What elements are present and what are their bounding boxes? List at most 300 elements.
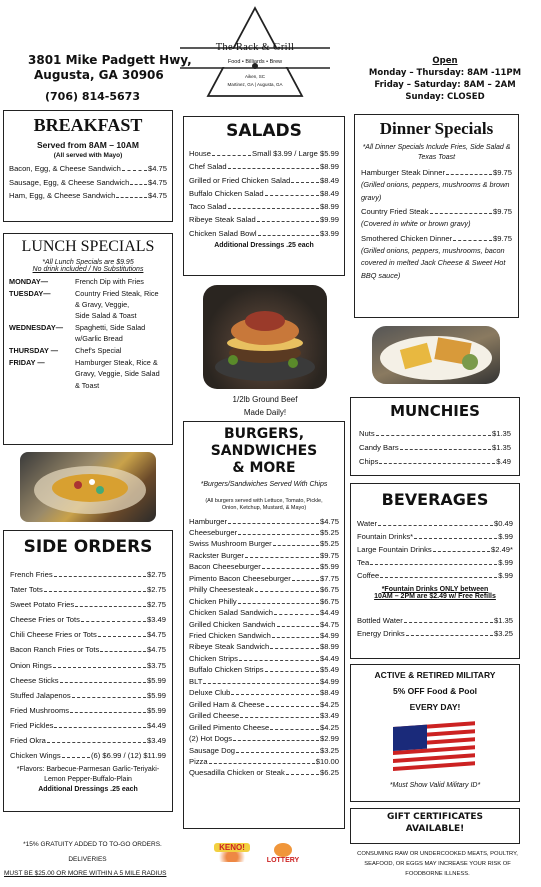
dot-leader bbox=[116, 197, 147, 198]
item-price: $4.75 bbox=[146, 630, 166, 640]
item-name: Ham, Egg, & Cheese Sandwich bbox=[9, 191, 116, 200]
item-price: $6.75 bbox=[319, 596, 339, 606]
item-price: $9.75 bbox=[492, 207, 512, 216]
dot-leader bbox=[75, 606, 146, 607]
lunch-day-desc bbox=[75, 276, 144, 287]
dot-leader bbox=[228, 168, 319, 169]
item-price: $6.75 bbox=[319, 585, 339, 595]
dinner-item-desc: (Covered in white or brown gravy) bbox=[361, 219, 471, 228]
item-price: $9.75 bbox=[492, 168, 512, 177]
dot-leader bbox=[379, 463, 495, 464]
menu-item-row bbox=[189, 664, 339, 675]
item-price: $4.49 bbox=[319, 608, 339, 618]
item-name: Pizza bbox=[189, 757, 208, 767]
item-name: Stuffed Jalapenos bbox=[10, 690, 71, 700]
item-price: $5.25 bbox=[319, 539, 339, 549]
item-name: Hamburger bbox=[189, 516, 227, 526]
item-price: $8.49 bbox=[319, 688, 339, 698]
lottery-text: LOTTERY bbox=[266, 857, 300, 864]
dot-leader bbox=[414, 538, 497, 539]
dot-leader bbox=[265, 195, 319, 196]
dot-leader bbox=[453, 240, 492, 241]
breakfast-section bbox=[3, 110, 173, 222]
keno-logo bbox=[214, 843, 250, 865]
item-name: Hamburger Steak Dinner bbox=[361, 168, 445, 177]
lunch-note-2: No drink included / No Substitutions bbox=[32, 266, 144, 273]
hours-sunday: Sunday: CLOSED bbox=[405, 92, 485, 102]
dot-leader bbox=[238, 603, 319, 604]
dot-leader bbox=[70, 712, 146, 713]
side-orders-section bbox=[3, 530, 173, 812]
lunch-day-name: WEDNESDAY— bbox=[9, 323, 64, 333]
menu-item-row bbox=[189, 200, 339, 213]
item-name: Grilled Pimento Cheese bbox=[189, 722, 270, 732]
lunch-day bbox=[9, 345, 167, 356]
menu-item-row bbox=[10, 658, 166, 673]
lunch-section bbox=[3, 233, 173, 445]
hours-mon-thu: Monday – Thursday: 8AM -11PM bbox=[368, 68, 522, 78]
item-price: (6) $6.99 / (12) $11.99 bbox=[91, 751, 166, 761]
menu-item-row bbox=[189, 584, 339, 595]
item-name: Bottled Water bbox=[357, 616, 403, 625]
dot-leader bbox=[291, 182, 319, 183]
dot-leader bbox=[72, 697, 146, 698]
dot-leader bbox=[81, 621, 146, 622]
menu-item-row bbox=[189, 619, 339, 630]
dot-leader bbox=[100, 651, 146, 652]
item-price: $0.49 bbox=[493, 519, 513, 528]
item-name: Candy Bars bbox=[359, 443, 399, 452]
item-price: $.99 bbox=[498, 532, 513, 541]
dot-leader bbox=[47, 742, 146, 743]
item-name: Onion Rings bbox=[10, 660, 52, 670]
dot-leader bbox=[53, 667, 146, 668]
dot-leader bbox=[239, 660, 319, 661]
item-price: $8.99 bbox=[319, 162, 339, 172]
item-name: Ribeye Steak Salad bbox=[189, 215, 256, 225]
menu-item-row bbox=[10, 748, 166, 763]
item-price: $5.49 bbox=[319, 665, 339, 675]
menu-item-row bbox=[189, 561, 339, 572]
item-name: Grilled Chicken Sandwich bbox=[189, 619, 276, 629]
dot-leader bbox=[240, 717, 319, 718]
menu-item-row bbox=[189, 722, 339, 733]
dot-leader bbox=[203, 683, 319, 684]
dinner-note: *All Dinner Specials Include Fries, Side Salad & Texas Toast bbox=[362, 144, 511, 161]
address-line-1: 3801 Mike Padgett Hwy, bbox=[28, 53, 192, 67]
fountain-note-1: *Fountain Drinks ONLY between bbox=[381, 586, 489, 593]
lunch-desc-line: Chef's Special bbox=[75, 346, 122, 356]
item-price: $2.49* bbox=[491, 545, 513, 554]
item-name: Chicken Philly bbox=[189, 596, 237, 606]
item-name: Cheese Sticks bbox=[10, 675, 59, 685]
food-warning: CONSUMING RAW OR UNDERCOOKED MEATS, POULTRY, SEAFOOD, OR EGGS MAY INCREASE YOUR RISK OF FOODBORNE ILLNESS. bbox=[357, 851, 518, 877]
item-name: (2) Hot Dogs bbox=[189, 734, 233, 744]
military-line-3: EVERY DAY! bbox=[409, 702, 461, 712]
item-name: Chef Salad bbox=[189, 162, 227, 172]
item-name: Pimento Bacon Cheeseburger bbox=[189, 573, 291, 583]
menu-item-row bbox=[189, 699, 339, 710]
military-line-1: ACTIVE & RETIRED MILITARY bbox=[374, 670, 496, 680]
menu-item-row bbox=[10, 673, 166, 688]
item-price: $7.75 bbox=[319, 573, 339, 583]
dot-leader bbox=[54, 727, 146, 728]
item-price: $4.75 bbox=[147, 191, 167, 200]
dot-leader bbox=[370, 564, 497, 565]
fountain-note-2: 10AM – 2PM are $2.49 w/ Free Refills bbox=[374, 593, 496, 600]
lunch-day-desc bbox=[75, 322, 145, 345]
item-name: Chips bbox=[359, 457, 379, 466]
item-price: $2.75 bbox=[146, 585, 166, 595]
munchies-title: MUNCHIES bbox=[390, 402, 480, 420]
burgers-note: *Burgers/Sandwiches Served With Chips bbox=[200, 481, 328, 488]
lunch-day bbox=[9, 276, 167, 287]
dot-leader bbox=[266, 706, 319, 707]
item-price: $2.75 bbox=[146, 600, 166, 610]
dinner-item-desc: (Grilled onions, peppers, mushrooms, bacon covered in melted Jack Cheese & Sweet Hot BBQ sauce) bbox=[361, 245, 506, 280]
item-name: House bbox=[189, 149, 211, 158]
dot-leader bbox=[245, 557, 319, 558]
lunch-desc-line: French Dip with Fries bbox=[75, 277, 144, 286]
menu-item-row bbox=[361, 166, 512, 179]
item-price: $3.49 bbox=[146, 736, 166, 746]
hours bbox=[360, 55, 530, 103]
menu-item-row bbox=[189, 550, 339, 561]
item-price: $.99 bbox=[498, 558, 513, 567]
item-price: $4.75 bbox=[147, 177, 167, 187]
menu-item-row bbox=[359, 441, 511, 455]
menu-item-row bbox=[357, 543, 513, 556]
item-price: $8.49 bbox=[319, 175, 339, 185]
item-price: $9.99 bbox=[319, 215, 339, 225]
item-name: Quesadilla Chicken or Steak bbox=[189, 768, 285, 778]
item-name: BLT bbox=[189, 676, 203, 686]
item-price: $2.75 bbox=[146, 570, 166, 579]
item-name: Fried Pickles bbox=[10, 720, 54, 730]
item-price: $4.75 bbox=[319, 619, 339, 629]
item-name: French Fries bbox=[10, 570, 53, 579]
dot-leader bbox=[270, 729, 319, 730]
burger-caption-1: 1/2lb Ground Beef bbox=[232, 395, 298, 404]
item-name: Grilled Cheese bbox=[189, 711, 240, 721]
item-name: Buffalo Chicken Strips bbox=[189, 665, 264, 675]
item-price: $4.25 bbox=[319, 699, 339, 709]
dot-leader bbox=[433, 551, 490, 552]
item-name: Fountain Drinks* bbox=[357, 532, 414, 541]
dot-leader bbox=[430, 213, 492, 214]
menu-item-row bbox=[189, 733, 339, 744]
dot-leader bbox=[272, 637, 319, 638]
item-price: $5.99 bbox=[319, 562, 339, 572]
address-line-2: Augusta, GA 30906 bbox=[34, 68, 164, 82]
lunch-desc-line: Hamburger Steak, Rice & bbox=[75, 358, 158, 368]
item-price: $8.49 bbox=[319, 188, 339, 198]
menu-item-row bbox=[189, 676, 339, 687]
item-name: Smothered Chicken Dinner bbox=[361, 233, 453, 243]
item-price: $1.35 bbox=[491, 429, 511, 438]
fries-photo bbox=[372, 326, 500, 384]
keno-text: KENO! bbox=[214, 843, 250, 852]
dot-leader bbox=[209, 763, 315, 764]
item-name: Country Fried Steak bbox=[361, 207, 429, 216]
nachos-photo bbox=[20, 452, 156, 522]
dot-leader bbox=[62, 757, 90, 758]
item-price: $6.25 bbox=[319, 768, 339, 778]
salads-section bbox=[183, 116, 345, 276]
item-price: $9.75 bbox=[319, 550, 339, 560]
item-name: Large Fountain Drinks bbox=[357, 545, 432, 554]
burgers-note-2: (All burgers served with Lettuce, Tomato, Pickle, Onion, Ketchup, Mustard, & Mayo) bbox=[205, 497, 323, 511]
delivery-minimum: MUST BE $25.00 OR MORE WITHIN A 5 MILE RADIUS bbox=[4, 870, 167, 877]
dot-leader bbox=[238, 534, 319, 535]
menu-item-row bbox=[189, 687, 339, 698]
item-name: Taco Salad bbox=[189, 202, 227, 212]
dinner-title: Dinner Specials bbox=[379, 119, 494, 138]
menu-item-row bbox=[189, 653, 339, 664]
menu-item-row bbox=[189, 745, 339, 756]
dot-leader bbox=[130, 184, 147, 185]
dot-leader bbox=[292, 580, 319, 581]
item-name: Chicken Salad Sandwich bbox=[189, 608, 274, 618]
item-name: Tea bbox=[357, 558, 370, 567]
dot-leader bbox=[380, 577, 497, 578]
menu-item-row bbox=[357, 530, 513, 543]
menu-item-row bbox=[10, 688, 166, 703]
sides-dressings: Additional Dressings .25 each bbox=[38, 786, 138, 794]
menu-item-row bbox=[189, 147, 339, 160]
lunch-day-name: MONDAY— bbox=[9, 277, 49, 286]
lunch-desc-line: Gravy, Veggie, Side Salad bbox=[75, 369, 160, 379]
item-price: $4.49 bbox=[146, 720, 166, 730]
menu-item-row bbox=[10, 733, 166, 748]
menu-item-row bbox=[189, 607, 339, 618]
menu-item-row bbox=[9, 189, 167, 203]
lunch-day-desc bbox=[75, 345, 121, 356]
item-price: $10.00 bbox=[315, 757, 339, 767]
military-section bbox=[350, 664, 520, 802]
item-name: Philly Cheesesteak bbox=[189, 585, 254, 595]
lunch-day bbox=[9, 322, 167, 345]
item-name: Chicken Salad Bowl bbox=[189, 228, 257, 238]
item-name: Fried Mushrooms bbox=[10, 705, 70, 715]
dot-leader bbox=[233, 740, 319, 741]
gift-line-2: AVAILABLE! bbox=[405, 824, 465, 834]
menu-item-row bbox=[189, 160, 339, 173]
item-price: $4.99 bbox=[319, 676, 339, 686]
menu-item-row bbox=[10, 597, 166, 612]
item-name: Chicken Strips bbox=[189, 653, 238, 663]
item-name: Chili Cheese Fries or Tots bbox=[10, 630, 97, 640]
dot-leader bbox=[376, 435, 491, 436]
menu-item-row bbox=[189, 641, 339, 652]
item-name: Buffalo Chicken Salad bbox=[189, 188, 264, 198]
logo-city-1: Aiken, SC bbox=[244, 74, 265, 79]
dot-leader bbox=[257, 221, 319, 222]
item-price: $1.35 bbox=[493, 616, 513, 625]
item-name: Bacon Cheeseburger bbox=[189, 562, 261, 572]
burger-caption-2: Made Daily! bbox=[243, 408, 287, 417]
menu-item-row bbox=[189, 596, 339, 607]
lunch-desc-line: & Gravy, Veggie, bbox=[75, 300, 130, 310]
menu-item-row bbox=[10, 612, 166, 627]
dot-leader bbox=[406, 635, 493, 636]
phone-number: (706) 814-5673 bbox=[45, 90, 140, 103]
menu-item-row bbox=[10, 582, 166, 597]
dot-leader bbox=[404, 622, 493, 623]
lunch-desc-line: Spaghetti, Side Salad bbox=[75, 323, 146, 333]
dot-leader bbox=[270, 648, 319, 649]
logo-city-2: Martinez, GA | Augusta, GA bbox=[227, 82, 283, 87]
hours-fri-sat: Friday – Saturday: 8AM – 2AM bbox=[374, 80, 516, 90]
fries-plate-icon bbox=[372, 326, 500, 384]
menu-item-row bbox=[189, 516, 339, 527]
item-price: $4.75 bbox=[319, 516, 339, 526]
menu-item-row bbox=[189, 174, 339, 187]
breakfast-served: Served from 8AM – 10AM bbox=[36, 140, 140, 150]
breakfast-title: BREAKFAST bbox=[33, 115, 143, 135]
menu-item-row bbox=[189, 767, 339, 778]
menu-item-row bbox=[357, 569, 513, 582]
logo bbox=[180, 4, 330, 100]
item-price: $4.75 bbox=[146, 645, 166, 655]
burgers-title-2: SANDWICHES bbox=[210, 443, 318, 459]
item-price: $5.99 bbox=[146, 690, 166, 700]
item-name: Ribeye Steak Sandwich bbox=[189, 642, 270, 652]
menu-item-row bbox=[357, 627, 513, 640]
menu-item-row bbox=[357, 517, 513, 530]
menu-item-row bbox=[359, 455, 511, 469]
menu-item-row bbox=[189, 538, 339, 549]
menu-item-row bbox=[189, 527, 339, 538]
burger-icon bbox=[203, 285, 327, 389]
item-price: $3.75 bbox=[146, 660, 166, 670]
dot-leader bbox=[228, 208, 319, 209]
dot-leader bbox=[236, 752, 319, 753]
american-flag-icon bbox=[393, 721, 475, 777]
menu-item-row bbox=[357, 556, 513, 569]
dot-leader bbox=[44, 591, 146, 592]
item-price: $4.99 bbox=[319, 631, 339, 641]
item-name: Grilled Ham & Cheese bbox=[189, 699, 265, 709]
item-name: Water bbox=[357, 519, 377, 528]
military-id-note: *Must Show Valid Military ID* bbox=[389, 782, 481, 789]
item-price: $9.75 bbox=[492, 233, 512, 243]
item-price: $4.75 bbox=[147, 164, 167, 173]
lunch-day bbox=[9, 288, 167, 322]
item-name: Bacon, Egg, & Cheese Sandwich bbox=[9, 164, 121, 173]
item-price: $3.99 bbox=[319, 228, 339, 238]
deliveries-note: DELIVERIES bbox=[68, 856, 107, 863]
item-price: $.99 bbox=[498, 571, 513, 580]
logo-subtitle: Food • Billiards • Brew bbox=[227, 59, 283, 65]
menu-item-row bbox=[10, 703, 166, 718]
dot-leader bbox=[262, 568, 319, 569]
side-orders-title: SIDE ORDERS bbox=[23, 537, 153, 557]
munchies-section bbox=[350, 397, 520, 476]
dot-leader bbox=[400, 449, 491, 450]
dot-leader bbox=[231, 694, 319, 695]
burgers-section bbox=[183, 421, 345, 829]
open-title: Open bbox=[432, 56, 458, 66]
lunch-desc-line: w/Garlic Bread bbox=[75, 334, 123, 344]
menu-item-row bbox=[357, 614, 513, 627]
beverages-title: BEVERAGES bbox=[381, 490, 489, 509]
item-name: Cheese Fries or Tots bbox=[10, 615, 80, 625]
burgers-title-1: BURGERS, bbox=[223, 426, 305, 442]
item-price: $3.49 bbox=[146, 615, 166, 625]
item-name: Coffee bbox=[357, 571, 380, 580]
menu-item-row bbox=[361, 232, 512, 245]
dot-leader bbox=[446, 174, 492, 175]
menu-item-row bbox=[10, 718, 166, 733]
lunch-desc-line: Side Salad & Toast bbox=[75, 311, 137, 321]
item-name: Fried Chicken Sandwich bbox=[189, 631, 271, 641]
menu-item-row bbox=[9, 176, 167, 190]
dot-leader bbox=[378, 525, 493, 526]
item-name: Swiss Mushroom Burger bbox=[189, 539, 272, 549]
item-name: Bacon Ranch Fries or Tots bbox=[10, 645, 100, 655]
item-name: Chicken Wings bbox=[10, 751, 61, 761]
menu-item-row bbox=[189, 630, 339, 641]
military-line-2: 5% OFF Food & Pool bbox=[392, 686, 478, 696]
lunch-note-1: *All Lunch Specials are $9.95 bbox=[42, 259, 134, 266]
item-price: $3.25 bbox=[319, 745, 339, 755]
salads-title: SALADS bbox=[226, 121, 302, 141]
item-name: Sausage Dog bbox=[189, 745, 236, 755]
item-price: Small $3.99 / Large $5.99 bbox=[252, 149, 339, 158]
menu-item-row bbox=[189, 756, 339, 767]
gift-certificates bbox=[350, 808, 520, 844]
item-price: $5.25 bbox=[319, 527, 339, 537]
item-name: Energy Drinks bbox=[357, 629, 405, 638]
menu-item-row bbox=[10, 642, 166, 657]
item-price: $.49 bbox=[496, 457, 511, 466]
lunch-desc-line: Country Fried Steak, Rice bbox=[75, 288, 159, 298]
item-price: $8.99 bbox=[319, 642, 339, 652]
item-name: Sausage, Egg, & Cheese Sandwich bbox=[9, 177, 130, 187]
menu-item-row bbox=[359, 427, 511, 441]
menu-item-row bbox=[189, 710, 339, 721]
logo-name: The Rack & Grill bbox=[215, 42, 295, 53]
item-name: Cheeseburger bbox=[189, 527, 238, 537]
menu-item-row bbox=[189, 227, 339, 240]
peach-icon bbox=[274, 843, 292, 857]
dot-leader bbox=[286, 774, 319, 775]
item-name: Deluxe Club bbox=[189, 688, 231, 698]
item-name: Rackster Burger bbox=[189, 550, 244, 560]
lunch-day-desc bbox=[75, 357, 160, 391]
item-price: $8.99 bbox=[319, 202, 339, 212]
dot-leader bbox=[54, 576, 146, 577]
dot-leader bbox=[274, 614, 319, 615]
lunch-title: LUNCH SPECIALS bbox=[21, 238, 155, 255]
dot-leader bbox=[265, 671, 319, 672]
lottery-logo bbox=[262, 843, 304, 869]
breakfast-note: (All served with Mayo) bbox=[53, 152, 123, 159]
lunch-day-name: FRIDAY — bbox=[9, 358, 45, 368]
lunch-day bbox=[9, 357, 167, 391]
lunch-desc-line: & Toast bbox=[75, 380, 100, 390]
gift-line-1: GIFT CERTIFICATES bbox=[386, 812, 484, 822]
dot-leader bbox=[60, 682, 146, 683]
salads-dressings: Additional Dressings .25 each bbox=[214, 242, 314, 250]
item-price: $3.25 bbox=[493, 629, 513, 638]
item-price: $5.99 bbox=[146, 675, 166, 685]
menu-item-row bbox=[10, 567, 166, 582]
gratuity-note: *15% GRATUITY ADDED TO TO-GO ORDERS. bbox=[23, 841, 162, 848]
beverages-section bbox=[350, 483, 520, 659]
dot-leader bbox=[277, 626, 319, 627]
